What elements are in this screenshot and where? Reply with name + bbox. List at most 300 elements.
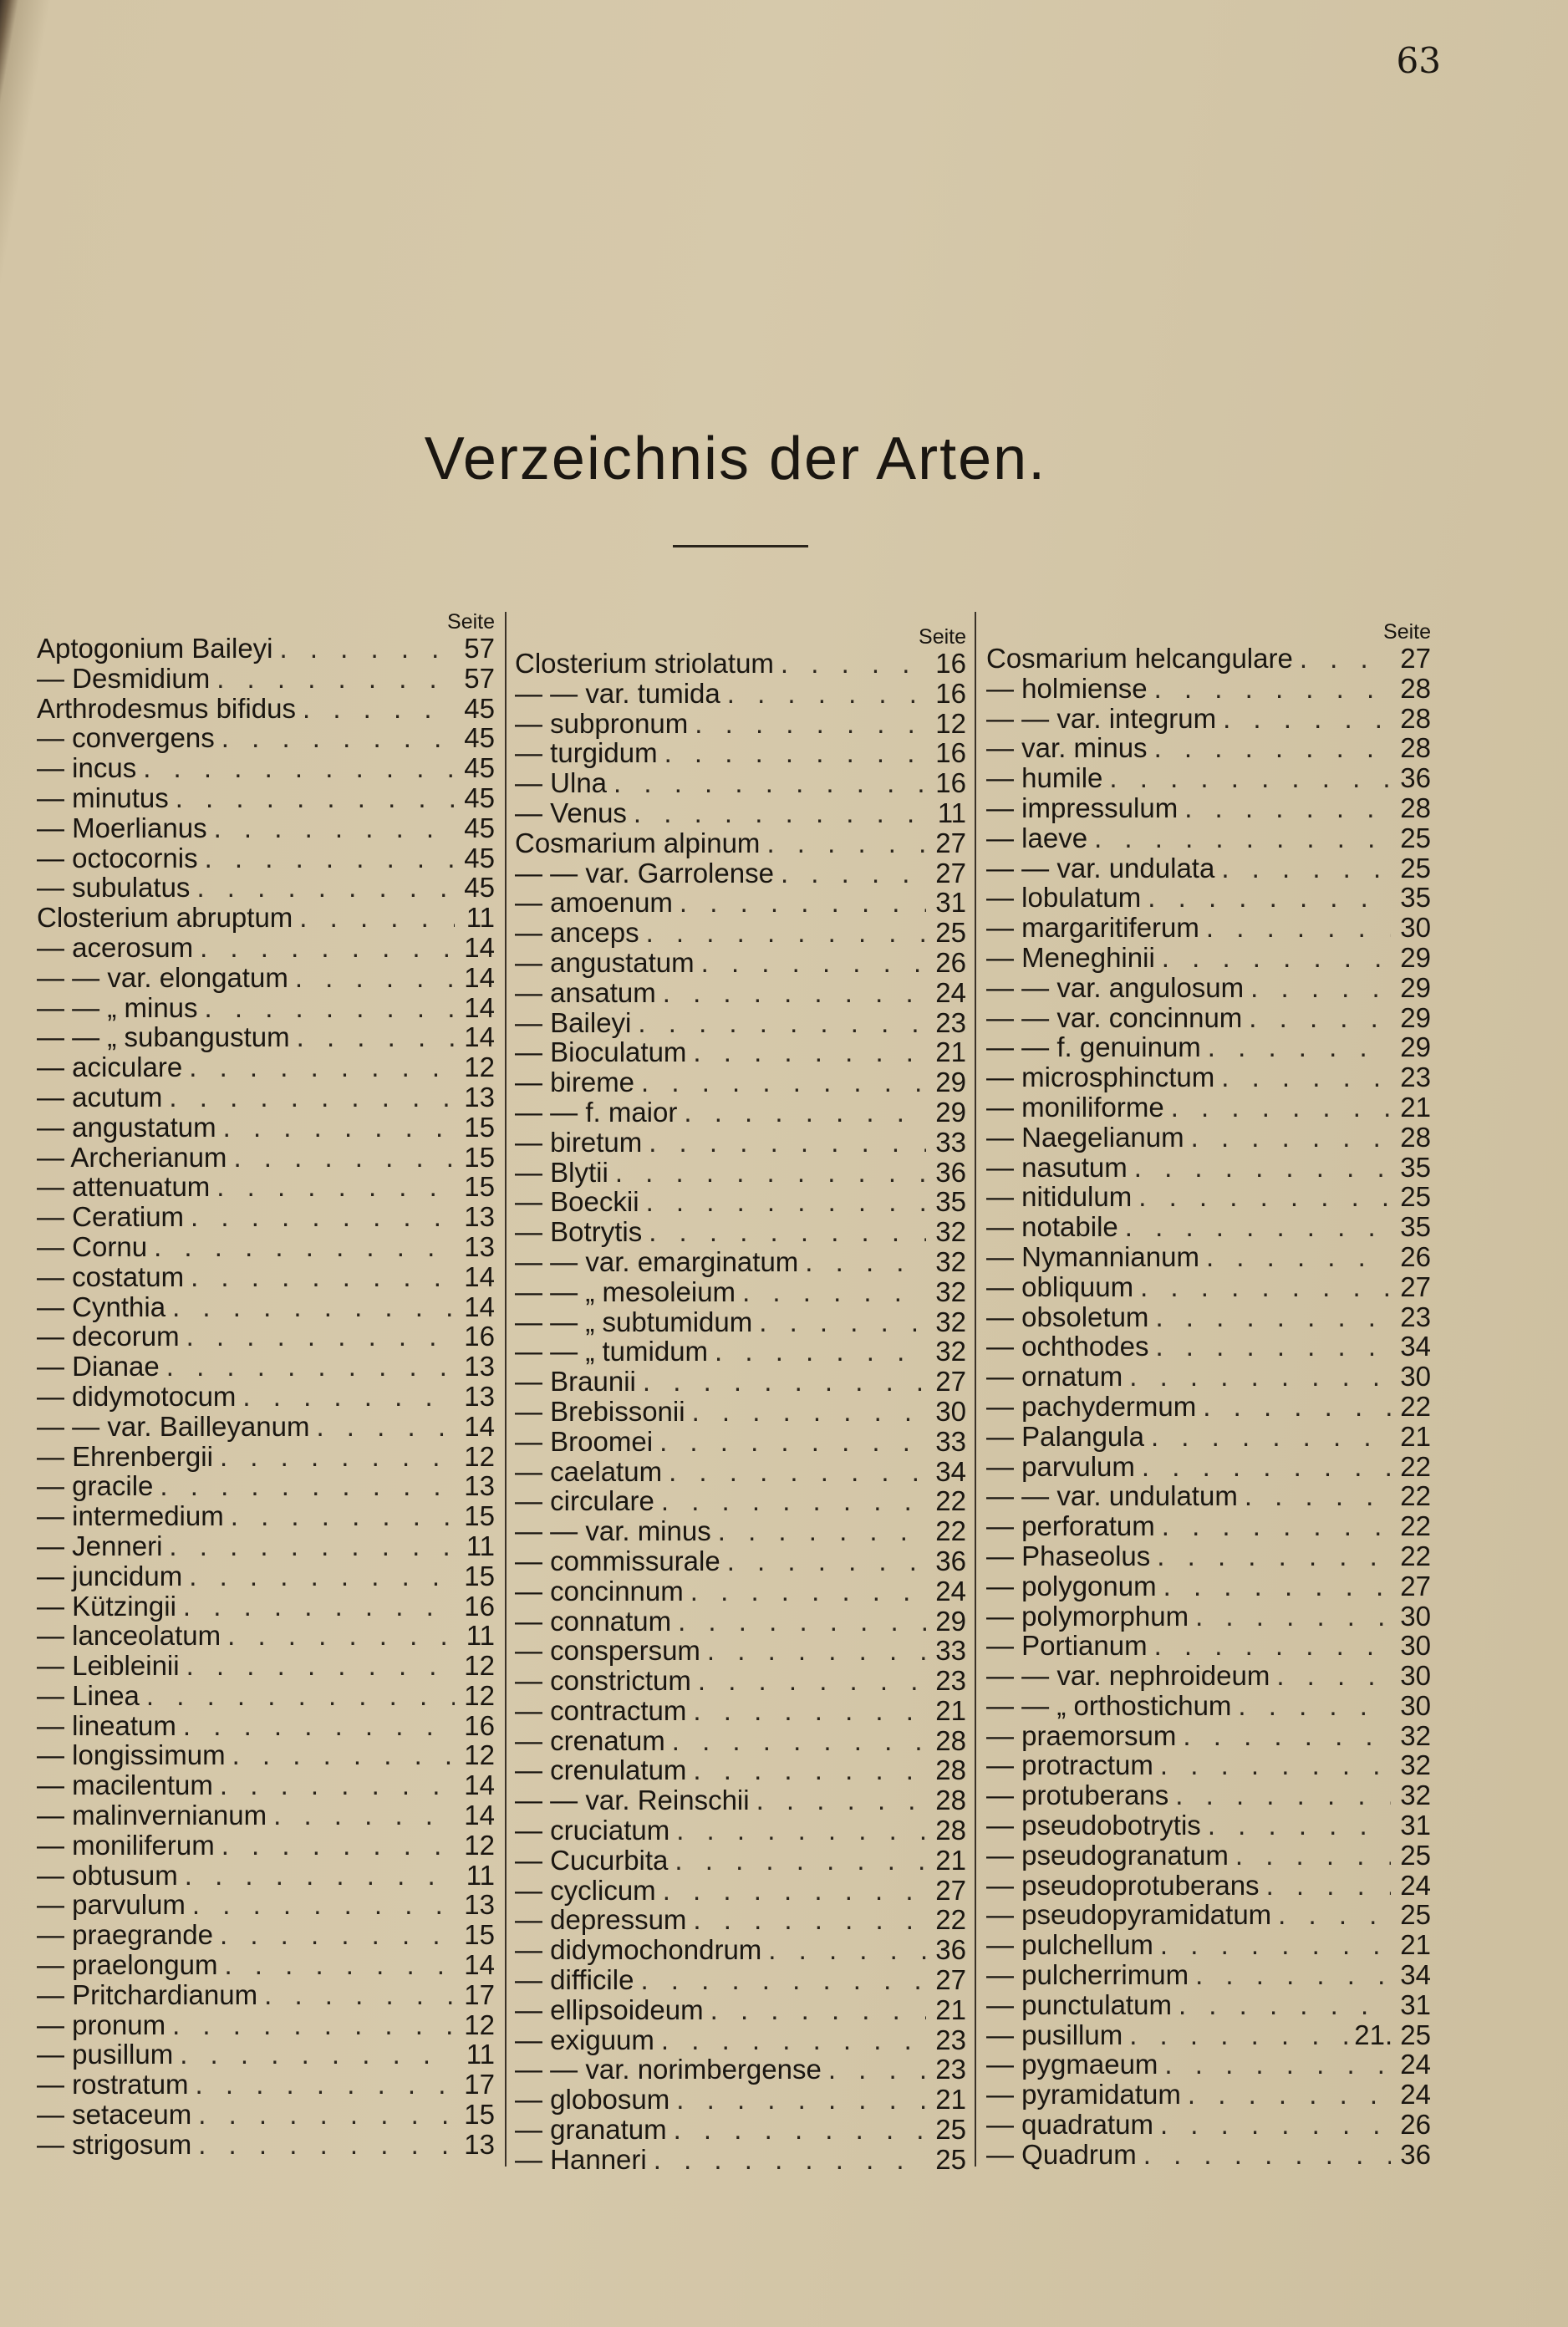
- page-reference: 24: [1400, 2049, 1431, 2080]
- page-reference: 16: [464, 1321, 495, 1352]
- index-entry: [986, 1422, 1431, 1452]
- page-reference: 29: [1400, 1001, 1431, 1033]
- page-reference: 23: [1400, 1301, 1431, 1332]
- index-entry: [986, 1601, 1431, 1632]
- page-reference: 16: [935, 677, 966, 709]
- index-column-2: [515, 625, 966, 2175]
- species-name: — didymotocum: [37, 1380, 237, 1412]
- species-name: — moniliforme: [986, 1091, 1164, 1123]
- index-entry: [515, 679, 966, 709]
- species-name: — depressum: [515, 1904, 687, 1936]
- index-entry: [37, 1770, 495, 1800]
- page-reference: 22: [1400, 1540, 1431, 1571]
- index-entry: [515, 858, 966, 889]
- species-name: — — var. Bailleyanum: [37, 1410, 310, 1442]
- index-entry: [515, 1128, 966, 1158]
- page-reference: 27: [1400, 1570, 1431, 1601]
- dot-leader: [647, 2145, 926, 2175]
- index-entry: [515, 1995, 966, 2025]
- species-name: — attenuatum: [37, 1171, 211, 1203]
- page-reference: 24: [1400, 1869, 1431, 1901]
- species-name: — pseudoprotuberans: [986, 1869, 1260, 1901]
- page-reference: 11: [466, 1859, 495, 1891]
- index-entry: [37, 1082, 495, 1113]
- index-entry: [515, 1037, 966, 1067]
- page-reference: 36: [935, 1156, 966, 1188]
- page-reference: 23: [935, 1006, 966, 1038]
- page-reference: 21: [935, 1694, 966, 1726]
- index-entry: [37, 1621, 495, 1651]
- dot-leader: [1172, 1990, 1391, 2020]
- dot-leader: [686, 1696, 926, 1726]
- index-entry: [37, 1980, 495, 2010]
- page-reference: 14: [464, 991, 495, 1023]
- species-name: — — „ subtumidum: [515, 1306, 753, 1337]
- index-entry: [37, 664, 495, 694]
- species-name: — — var. tumida: [515, 677, 720, 709]
- species-name: — angustatum: [37, 1111, 216, 1143]
- page-reference: 29: [935, 1605, 966, 1637]
- index-entry: [515, 828, 966, 858]
- page-reference: 14: [464, 961, 495, 993]
- index-entry: [986, 1332, 1431, 1362]
- species-name: — — „ subangustum: [37, 1021, 290, 1053]
- species-name: — — var. nephroideum: [986, 1660, 1270, 1692]
- dot-leader: [1148, 674, 1391, 704]
- species-name: — perforatum: [986, 1510, 1155, 1542]
- page-reference: 14: [464, 1949, 495, 1981]
- dot-leader: [182, 1561, 455, 1591]
- species-name: — macilentum: [37, 1769, 213, 1801]
- species-name: — Phaseolus: [986, 1540, 1151, 1571]
- species-name: Aptogonium Baileyi: [37, 633, 273, 664]
- page-reference: 16: [464, 1709, 495, 1741]
- species-name: — Braunii: [515, 1366, 636, 1398]
- species-name: — strigosum: [37, 2128, 192, 2160]
- species-name: — minutus: [37, 782, 169, 813]
- species-name: — punctulatum: [986, 1988, 1172, 2020]
- dot-leader: [677, 1097, 926, 1128]
- species-name: — convergens: [37, 722, 215, 754]
- species-name: — moniliferum: [37, 1829, 215, 1861]
- page-reference: 11: [466, 902, 495, 934]
- dot-leader: [1176, 1721, 1391, 1751]
- index-entry: [986, 1062, 1431, 1092]
- page-reference: 12: [464, 2009, 495, 2040]
- page-reference: 16: [464, 1590, 495, 1622]
- dot-leader: [662, 1457, 926, 1487]
- dot-leader: [669, 2085, 926, 2115]
- species-name: — globosum: [515, 2084, 670, 2116]
- index-entry: [515, 948, 966, 978]
- page-reference: 29: [935, 1096, 966, 1128]
- dot-leader: [267, 1800, 455, 1831]
- index-entry: [986, 1032, 1431, 1062]
- page-reference: 14: [464, 1291, 495, 1322]
- species-name: — aciculare: [37, 1051, 183, 1083]
- species-name: — Broomei: [515, 1425, 654, 1457]
- index-entry: [986, 2049, 1431, 2080]
- dot-leader: [639, 1187, 926, 1217]
- dot-leader: [184, 1262, 455, 1292]
- page-reference: 15: [464, 1171, 495, 1203]
- page-reference: 12: [935, 707, 966, 739]
- dot-leader: [750, 1785, 926, 1815]
- dot-leader: [189, 2070, 455, 2100]
- dot-leader: [186, 1890, 455, 1920]
- dot-leader: [213, 1442, 455, 1472]
- index-entry: [986, 644, 1431, 674]
- index-entry: [37, 2100, 495, 2130]
- species-name: — Jenneri: [37, 1530, 163, 1561]
- species-name: — var. minus: [986, 732, 1148, 764]
- page-reference: 22: [1400, 1450, 1431, 1482]
- species-name: — impressulum: [986, 792, 1179, 823]
- index-entry: [515, 2085, 966, 2115]
- page-reference: 30: [935, 1395, 966, 1427]
- dot-leader: [673, 888, 926, 918]
- page-reference: 28: [1400, 792, 1431, 823]
- species-name: — — var. emarginatum: [515, 1245, 799, 1277]
- dot-leader: [136, 753, 455, 783]
- species-name: — costatum: [37, 1260, 185, 1292]
- index-entry: [515, 1486, 966, 1516]
- species-name: — — „ tumidum: [515, 1336, 709, 1367]
- dot-leader: [1181, 2080, 1391, 2110]
- dot-leader: [654, 2025, 926, 2055]
- index-entry: [515, 1846, 966, 1876]
- page-reference: 13: [464, 1351, 495, 1382]
- page-reference: 24: [935, 1575, 966, 1606]
- seite-label: Seite: [447, 610, 495, 634]
- page-reference: 15: [464, 1919, 495, 1951]
- species-name: — commissurale: [515, 1545, 720, 1576]
- page-reference: 35: [935, 1186, 966, 1218]
- index-entry: [37, 963, 495, 993]
- page-reference: 45: [464, 782, 495, 813]
- index-column-1: [37, 610, 495, 2160]
- index-entry: [515, 1546, 966, 1576]
- index-entry: [37, 1172, 495, 1202]
- dot-leader: [607, 768, 926, 798]
- page-reference: 25: [935, 2114, 966, 2146]
- species-name: — conspersum: [515, 1635, 700, 1667]
- dot-leader: [217, 1950, 455, 1980]
- species-name: — obsoletum: [986, 1301, 1149, 1332]
- species-name: — pronum: [37, 2009, 166, 2040]
- index-entry: [37, 1113, 495, 1143]
- dot-leader: [1123, 2020, 1354, 2050]
- species-name: — margaritiferum: [986, 912, 1199, 944]
- species-name: — Hanneri: [515, 2143, 647, 2175]
- species-name: — Bioculatum: [515, 1036, 687, 1068]
- species-name: — decorum: [37, 1321, 180, 1352]
- species-name: — — var. Reinschii: [515, 1785, 750, 1816]
- dot-leader: [627, 798, 926, 828]
- index-entry: [37, 1292, 495, 1322]
- species-name: — — „ minus: [37, 991, 198, 1023]
- species-name: — Nymannianum: [986, 1240, 1199, 1272]
- page-reference: 28: [935, 1785, 966, 1816]
- index-entry: [986, 1092, 1431, 1123]
- index-entry: [515, 1337, 966, 1367]
- index-entry: [37, 1950, 495, 1980]
- index-entry: [986, 1990, 1431, 2020]
- page-reference: 17: [464, 1978, 495, 2010]
- index-entry: [37, 1352, 495, 1382]
- dot-leader: [1216, 704, 1391, 734]
- dot-leader: [140, 1681, 455, 1711]
- page-reference: 32: [935, 1306, 966, 1337]
- species-name: — Desmidium: [37, 662, 211, 694]
- index-entry: [515, 1307, 966, 1337]
- species-name: — protuberans: [986, 1780, 1169, 1811]
- page-reference: 28: [1400, 732, 1431, 764]
- dot-leader: [169, 783, 455, 813]
- species-name: — parvulum: [37, 1889, 186, 1921]
- page-reference: 25: [1400, 1899, 1431, 1931]
- dot-leader: [1214, 853, 1391, 883]
- dot-leader: [1144, 1422, 1391, 1452]
- species-name: — pseudogranatum: [986, 1839, 1229, 1871]
- species-name: — Ulna: [515, 767, 608, 799]
- index-entry: [986, 1691, 1431, 1721]
- index-entry: [515, 1367, 966, 1397]
- dot-leader: [1153, 2110, 1391, 2140]
- page-reference: 12: [464, 1679, 495, 1711]
- index-entry: [986, 793, 1431, 823]
- index-entry: [986, 1511, 1431, 1541]
- dot-leader: [656, 978, 926, 1008]
- index-entry: [986, 1452, 1431, 1482]
- page-reference: 21: [1400, 1420, 1431, 1452]
- species-name: — setaceum: [37, 2099, 192, 2131]
- dot-leader: [822, 2055, 926, 2085]
- index-entry: [37, 1740, 495, 1770]
- species-name: — biretum: [515, 1126, 643, 1158]
- page-reference: 45: [464, 872, 495, 904]
- species-name: — microsphinctum: [986, 1062, 1215, 1093]
- page-reference: 29: [1400, 941, 1431, 973]
- page-reference: 15: [464, 2099, 495, 2131]
- index-entry: [37, 873, 495, 903]
- dot-leader: [1148, 1332, 1391, 1362]
- species-name: — — f. maior: [515, 1096, 678, 1128]
- species-name: — nitidulum: [986, 1181, 1133, 1213]
- index-entry: [515, 2115, 966, 2145]
- species-name: — subpronum: [515, 707, 689, 739]
- dot-leader: [1102, 763, 1391, 793]
- index-entry: [515, 1158, 966, 1188]
- index-entry: [515, 1785, 966, 1815]
- index-entry: [37, 1412, 495, 1442]
- dot-leader: [257, 1980, 455, 2010]
- dot-leader: [653, 1427, 926, 1457]
- page-reference: 34: [935, 1455, 966, 1487]
- index-entry: [986, 1153, 1431, 1183]
- dot-leader: [176, 1591, 455, 1622]
- page-reference: 26: [935, 946, 966, 978]
- index-entry: [515, 1876, 966, 1906]
- index-entry: [515, 1008, 966, 1038]
- dot-leader: [665, 1726, 926, 1756]
- page-reference: 22: [1400, 1390, 1431, 1422]
- dot-leader: [760, 828, 926, 858]
- title-rule: [673, 545, 808, 547]
- index-entry: [986, 1780, 1431, 1810]
- index-entry: [986, 1362, 1431, 1392]
- page-reference: 13: [464, 1201, 495, 1233]
- dot-leader: [684, 1576, 926, 1606]
- species-name: — circulare: [515, 1485, 654, 1517]
- species-name: — granatum: [515, 2114, 667, 2146]
- species-name: — Pritchardianum: [37, 1978, 258, 2010]
- page-reference: 21: [935, 1036, 966, 1068]
- index-entry: [37, 1022, 495, 1052]
- dot-leader: [1150, 1541, 1391, 1571]
- dot-leader: [608, 1158, 926, 1188]
- species-name: — rostratum: [37, 2069, 189, 2100]
- dot-leader: [720, 679, 926, 709]
- dot-leader: [658, 738, 926, 768]
- page-reference: 30: [1400, 1689, 1431, 1721]
- index-entry: [37, 813, 495, 843]
- index-entry: [515, 738, 966, 768]
- dot-leader: [1293, 644, 1391, 674]
- index-entry: [37, 1890, 495, 1920]
- index-entry: [515, 1516, 966, 1546]
- dot-leader: [180, 1651, 455, 1681]
- species-name: — Kützingii: [37, 1590, 176, 1622]
- index-entry: [37, 1591, 495, 1622]
- dot-leader: [191, 2130, 455, 2160]
- dot-leader: [1178, 793, 1391, 823]
- species-name: — — var. elongatum: [37, 961, 288, 993]
- index-entry: [515, 1755, 966, 1785]
- dot-leader: [668, 1846, 926, 1876]
- index-entry: [37, 1382, 495, 1412]
- species-name: Cosmarium helcangulare: [986, 643, 1293, 674]
- page-reference: 25: [1400, 852, 1431, 883]
- species-name: Arthrodesmus bifidus: [37, 692, 296, 724]
- page-reference: 16: [935, 737, 966, 769]
- index-entry: [37, 903, 495, 933]
- page-reference: 12: [464, 1650, 495, 1682]
- species-name: Closterium abruptum: [37, 902, 293, 934]
- page-reference: 21: [1400, 1091, 1431, 1123]
- dot-leader: [1135, 1452, 1391, 1482]
- index-entry: [515, 2025, 966, 2055]
- species-name: — nasutum: [986, 1151, 1128, 1183]
- species-name: — turgidum: [515, 737, 658, 769]
- index-entry: [515, 888, 966, 918]
- dot-leader: [686, 1037, 926, 1067]
- page-reference: 29: [935, 1067, 966, 1098]
- species-name: — cruciatum: [515, 1815, 670, 1846]
- dot-leader: [688, 709, 926, 739]
- index-entry: [986, 1242, 1431, 1272]
- dot-leader: [1157, 1571, 1391, 1601]
- index-entry: [37, 694, 495, 724]
- index-entry: [986, 2140, 1431, 2170]
- dot-leader: [1137, 2140, 1391, 2170]
- dot-leader: [296, 694, 455, 724]
- dot-leader: [1155, 943, 1391, 973]
- page-reference: 32: [935, 1216, 966, 1248]
- dot-leader: [165, 1292, 455, 1322]
- index-entry: [37, 1232, 495, 1262]
- page-reference: 28: [1400, 672, 1431, 704]
- index-entry: [986, 1960, 1431, 1990]
- species-name: — didymochondrum: [515, 1934, 762, 1966]
- index-entry: [986, 763, 1431, 793]
- index-entry: [515, 1576, 966, 1606]
- species-name: — laeve: [986, 822, 1088, 853]
- species-name: — — var. Garrolense: [515, 857, 774, 889]
- index-entry: [515, 978, 966, 1008]
- dot-leader: [1244, 973, 1391, 1003]
- dot-leader: [215, 723, 455, 753]
- dot-leader: [669, 1815, 926, 1846]
- dot-leader: [774, 858, 926, 889]
- page-reference: 28: [1400, 1121, 1431, 1153]
- dot-leader: [236, 1382, 455, 1412]
- index-entry: [37, 1561, 495, 1591]
- page-reference: 11: [466, 2039, 495, 2070]
- dot-leader: [1118, 1212, 1391, 1242]
- dot-leader: [642, 1217, 926, 1247]
- species-name: — pulcherrimum: [986, 1959, 1189, 1991]
- page-reference: 31: [1400, 1988, 1431, 2020]
- index-entry: [986, 1302, 1431, 1332]
- page-reference: 22: [935, 1904, 966, 1936]
- index-entry: [37, 2010, 495, 2040]
- species-name: — Ceratium: [37, 1201, 185, 1233]
- page-reference: 32: [935, 1245, 966, 1277]
- index-entry: [37, 1831, 495, 1861]
- index-entry: [986, 1212, 1431, 1242]
- page-reference: 22: [1400, 1480, 1431, 1512]
- dot-leader: [221, 1621, 455, 1651]
- dot-leader: [1153, 1930, 1391, 1960]
- index-entry: [37, 723, 495, 753]
- index-entry: [986, 1003, 1431, 1033]
- species-name: — Dianae: [37, 1351, 160, 1382]
- species-name: — pusillum: [37, 2039, 174, 2070]
- page-reference: 32: [1400, 1780, 1431, 1811]
- column-divider: [505, 612, 507, 2167]
- index-entry: [986, 883, 1431, 913]
- dot-leader: [1132, 1182, 1391, 1212]
- page-reference: 35: [1400, 882, 1431, 914]
- page-reference: 14: [464, 1410, 495, 1442]
- species-name: — pachydermum: [986, 1390, 1197, 1422]
- index-entry: [37, 1800, 495, 1831]
- index-entry: [986, 1810, 1431, 1841]
- species-name: — Leibleinii: [37, 1650, 180, 1682]
- index-column-3: [986, 620, 1431, 2170]
- page-reference: 11: [466, 1620, 495, 1652]
- species-name: — exiguum: [515, 2024, 654, 2055]
- page-number: 63: [1396, 40, 1441, 81]
- dot-leader: [642, 1128, 926, 1158]
- page-reference: 27: [935, 1366, 966, 1398]
- dot-leader: [761, 1935, 926, 1965]
- page-reference: 22: [935, 1515, 966, 1547]
- species-name: — acerosum: [37, 931, 194, 963]
- page-reference: 27: [1400, 1270, 1431, 1302]
- species-name: — pseudobotrytis: [986, 1810, 1201, 1841]
